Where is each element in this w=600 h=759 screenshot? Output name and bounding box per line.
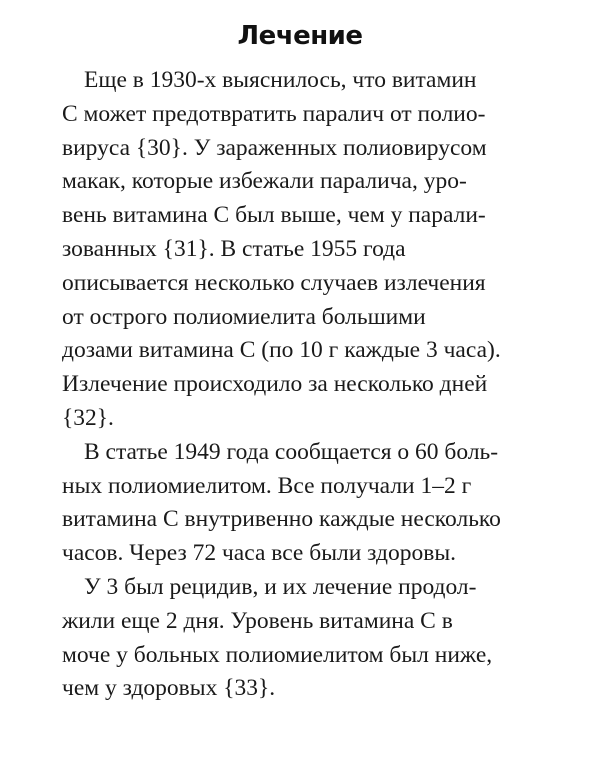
text-line: {32}. [62, 404, 114, 431]
text-line: дозами витамина С (по 10 г каждые 3 часа). [62, 337, 501, 364]
text-line: жили еще 2 дня. Уровень витамина С в [62, 607, 453, 634]
paragraph [62, 64, 562, 436]
text-line: чем у здоровых {33}. [62, 675, 276, 702]
text-line: Еще в 1930-х выяснилось, что витамин [84, 67, 477, 93]
text-line: С может предотвратить паралич от полио- [62, 100, 486, 127]
text-line: вень витамина С был выше, чем у парали- [62, 202, 486, 229]
text-line: описывается несколько случаев излечения [62, 269, 486, 296]
text-line: от острого полиомиелита большими [62, 303, 426, 330]
text-line: В статье 1949 года сообщается о 60 боль- [84, 438, 499, 465]
text-line: витамина С внутривенно каждые несколько [62, 506, 501, 533]
paragraph [62, 436, 562, 571]
text-line: ных полиомиелитом. Все получали 1–2 г [62, 472, 472, 499]
section-title: Лечение [237, 21, 363, 52]
body-text [62, 64, 562, 706]
text-line: макак, которые избежали паралича, уро- [62, 168, 467, 195]
text-line: часов. Через 72 часа все были здоровы. [62, 540, 456, 567]
text-line: Излечение происходило за несколько дней [62, 371, 488, 398]
text-line: вируса {30}. У зараженных полиовирусом [62, 134, 487, 161]
text-line: зованных {31}. В статье 1955 года [62, 235, 406, 262]
text-line: моче у больных полиомиелитом был ниже, [62, 641, 493, 668]
paragraph [62, 571, 562, 706]
text-line: У 3 был рецидив, и их лечение продол- [84, 573, 477, 600]
